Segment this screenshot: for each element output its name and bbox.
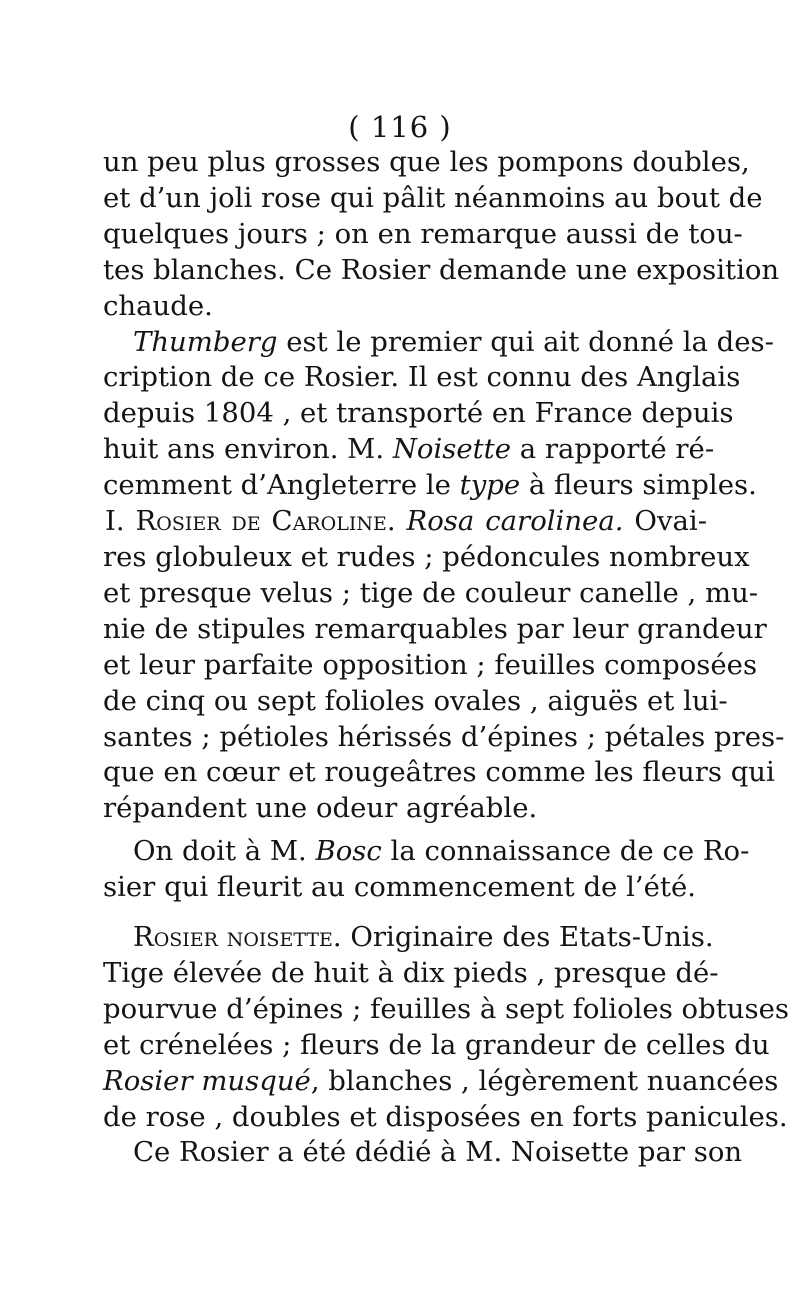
text-run: de rose , doubles et disposées en forts panicules. [103, 1100, 788, 1133]
text-run: , blanches , légèrement nuancées [310, 1064, 779, 1097]
text-run: Tige élevée de huit à dix pieds , presque dé- [103, 956, 719, 989]
italic-text: Noisette [392, 433, 512, 466]
text-line [103, 325, 774, 361]
text-line [103, 612, 767, 648]
text-run: quelques jours ; on en remarque aussi de tou- [103, 217, 743, 250]
text-run: On doit à M. [133, 835, 316, 868]
text-run: et leur parfaite opposition ; feuilles composées [103, 648, 758, 681]
italic-text: Thumberg [133, 325, 278, 358]
text-line [103, 1135, 743, 1171]
text-line [103, 145, 750, 181]
text-run: Originaire des Etats-Unis. [341, 921, 714, 954]
text-line [103, 684, 728, 720]
text-run: que en cœur et rougeâtres comme les fleurs qui [103, 756, 775, 789]
text-line [103, 181, 763, 217]
text-run: et presque velus ; tige de couleur canelle , mu- [103, 576, 759, 609]
italic-text: type [459, 469, 521, 502]
text-run: et crénelées ; fleurs de la grandeur de celles du [103, 1028, 770, 1061]
italic-text: Bosc [315, 835, 382, 868]
text-run: un peu plus grosses que les pompons doubles, [103, 146, 750, 178]
text-line [103, 217, 743, 253]
text-line [103, 396, 734, 432]
text-run: sier qui fleurit au commencement de l’été. [103, 871, 696, 904]
page-number: ( 116 ) [348, 110, 452, 144]
small-caps-heading: Rosier noisette. [133, 921, 342, 954]
text-run: Ovai- [623, 505, 707, 538]
text-run: pourvue d’épines ; feuilles à sept folioles obtuses [103, 992, 789, 1025]
text-line [103, 834, 750, 870]
text-line [103, 1028, 770, 1064]
text-line [103, 253, 780, 289]
text-run: a rapporté ré- [511, 433, 715, 466]
text-run: à fleurs simples. [520, 469, 757, 502]
text-line [103, 720, 785, 756]
text-run: et d’un joli rose qui pâlit néanmoins au bout de [103, 181, 763, 214]
text-run: répandent une odeur agréable. [103, 792, 538, 825]
italic-text: Rosier musqué [103, 1064, 311, 1097]
text-line [103, 360, 741, 396]
italic-text: Rosa carolinea. [406, 505, 624, 538]
text-line [103, 648, 758, 684]
text-line [103, 432, 715, 468]
text-line [103, 540, 750, 576]
text-run: cemment d’Angleterre le [103, 469, 460, 502]
text-line [103, 920, 714, 956]
small-caps-heading: I. Rosier de Caroline. [105, 505, 396, 538]
text-run [396, 505, 407, 537]
text-line [103, 1100, 788, 1136]
text-run: huit ans environ. M. [103, 433, 393, 466]
text-line [103, 468, 757, 504]
text-run: cription de ce Rosier. Il est connu des Anglais [103, 361, 741, 394]
text-line [103, 1064, 779, 1100]
text-line [103, 576, 759, 612]
text-run: est le premier qui ait donné la des- [277, 325, 774, 358]
text-line [103, 956, 719, 992]
body-text [103, 145, 789, 1171]
text-line [103, 791, 707, 827]
text-line [103, 870, 707, 906]
text-run: chaude. [103, 289, 213, 322]
text-run: la connaissance de ce Ro- [381, 835, 750, 868]
text-line [103, 504, 707, 540]
text-run: de cinq ou sept folioles ovales , aiguës et lui- [103, 684, 728, 717]
text-line [103, 755, 775, 791]
text-line [103, 289, 707, 325]
text-run: santes ; pétioles hérissés d’épines ; pétales pres- [103, 720, 785, 753]
text-run: depuis 1804 , et transporté en France depuis [103, 397, 734, 430]
text-line [103, 992, 789, 1028]
text-run: Ce Rosier a été dédié à M. Noisette par son [133, 1136, 743, 1169]
text-run: tes blanches. Ce Rosier demande une exposition [103, 253, 780, 286]
text-run: res globuleux et rudes ; pédoncules nombreux [103, 540, 750, 573]
text-run: nie de stipules remarquables par leur grandeur [103, 612, 767, 645]
